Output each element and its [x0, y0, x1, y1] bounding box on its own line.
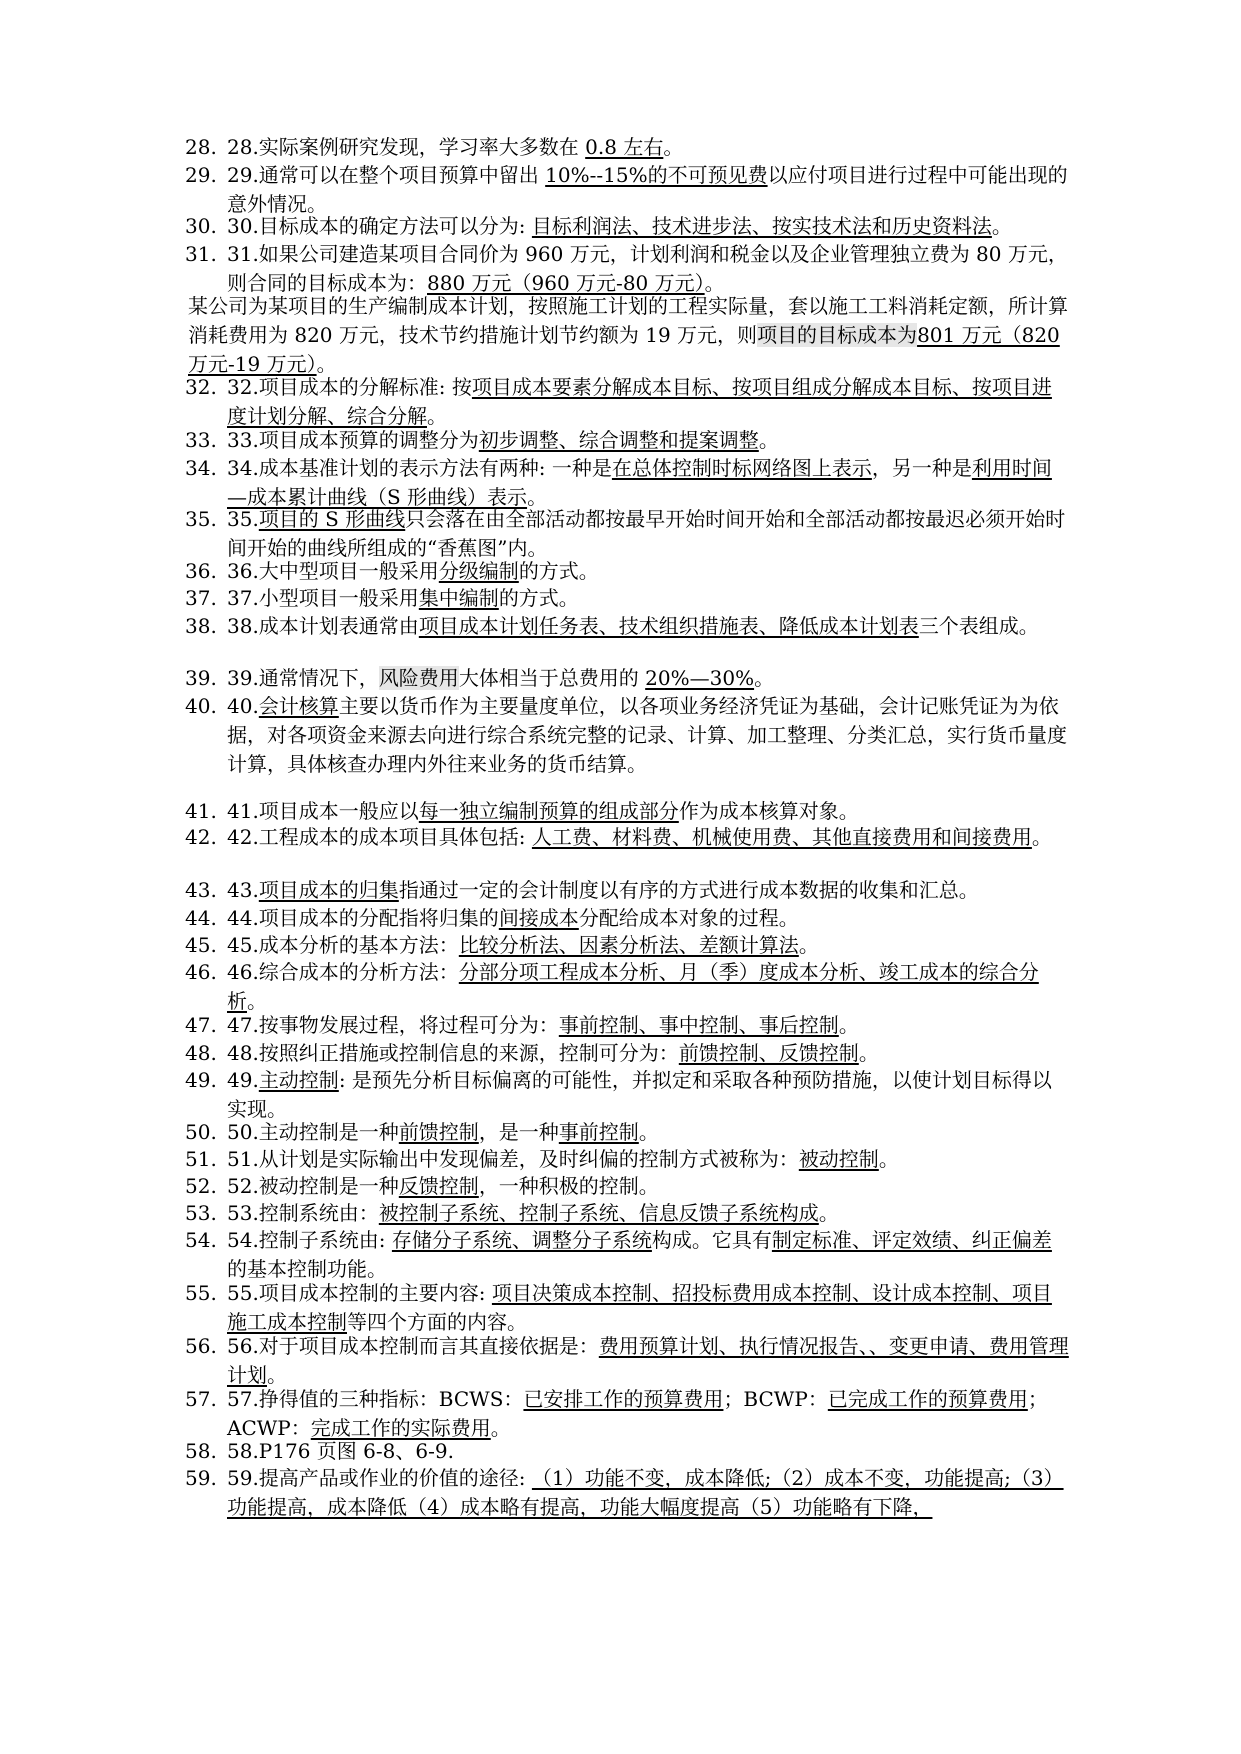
paragraph	[188, 292, 1073, 379]
text-run: 构成。它具有	[651, 1228, 772, 1252]
text-run: 分配给成本对象的过程。	[578, 906, 799, 930]
underlined-term: 项目的 S 形曲线	[258, 507, 406, 531]
item-text	[227, 1385, 1070, 1443]
text-run: 28.实际案例研究发现，学习率大多数在	[227, 135, 586, 159]
text-run: ，一种积极的控制。	[478, 1174, 659, 1198]
list-item: 56. 56.对于项目成本控制而言其直接依据是：费用预算计划、执行情况报告、、变更申请、费用管理计划。	[185, 1332, 1070, 1390]
text-run: 。	[1031, 825, 1052, 849]
text-run: 。	[490, 1416, 511, 1440]
item-text	[227, 133, 1070, 162]
underlined-term: 已安排工作的预算费用	[523, 1387, 724, 1411]
item-text	[227, 1118, 1070, 1147]
text-run: 某公司为某项目的生产编制成本计划，按照施工计划的工程实际量，套以施工工料消耗定额，所计算消耗费用为 820 万元，技术节约措施计划节约额为 19 万元，则	[188, 294, 1068, 347]
text-run: 56.对于项目成本控制而言其直接依据是：	[227, 1334, 599, 1358]
text-run: 44.项目成本的分配指将归集的	[227, 906, 499, 930]
list-item: 57. 57.挣得值的三种指标：BCWS：已安排工作的预算费用；BCWP：已完成工作的预算费用；ACWP：完成工作的实际费用。	[185, 1385, 1070, 1443]
text-run: 。	[527, 485, 548, 509]
item-text	[227, 1172, 1070, 1201]
underlined-term: 完成工作的实际费用	[310, 1416, 491, 1440]
text-run: 。	[758, 428, 779, 452]
underlined-term: 事前控制	[558, 1120, 639, 1144]
list-item: 59. 59.提高产品或作业的价值的途径: （1）功能不变，成本降低;（2）成本不变，功能提高;（3）功能提高，成本降低（4）成本略有提高，功能大幅度提高（5）功能略有下降，	[185, 1464, 1070, 1522]
underlined-term: 存储分子系统、调整分子系统	[391, 1228, 652, 1252]
paragraph-text	[188, 294, 1068, 376]
highlighted-text: 项目的目标成本为	[757, 323, 918, 347]
list-item: 39. 39.通常情况下，风险费用大体相当于总费用的 20%—30%。	[185, 664, 1070, 693]
text-run: 大体相当于总费用的	[458, 666, 646, 690]
item-text	[227, 212, 1070, 241]
underlined-term: 项目决策成本控制、招投标费用成本控制、设计成本控制、项目施工成本控制	[227, 1281, 1052, 1334]
text-run: 。	[316, 352, 337, 376]
underlined-term: 已完成工作的预算费用	[827, 1387, 1028, 1411]
text-run: 42.工程成本的成本项目具体包括:	[227, 825, 532, 849]
text-run: 。	[798, 933, 819, 957]
text-run: 。	[838, 1013, 859, 1037]
item-text	[227, 664, 1070, 693]
item-text	[227, 426, 1070, 455]
underlined-term: 利用时间—成本累计曲线（S 形曲线）表示	[227, 456, 1052, 509]
underlined-term: 项目成本要素分解成本目标、按项目组成分解成本目标、按项目进度计划分解、综合分解	[227, 375, 1052, 428]
list-item: 53. 53.控制系统由：被控制子系统、控制子系统、信息反馈子系统构成。	[185, 1199, 1070, 1228]
text-run: 等四个方面的内容。	[347, 1310, 527, 1334]
list-item: 33. 33.项目成本预算的调整分为初步调整、综合调整和提案调整。	[185, 426, 1070, 455]
text-run: 29.通常可以在整个项目预算中留出	[227, 163, 546, 187]
underlined-term: 分级编制	[438, 559, 519, 583]
list-item: 48. 48.按照纠正措施或控制信息的来源，控制可分为：前馈控制、反馈控制。	[185, 1039, 1070, 1068]
text-run: 作为成本核算对象。	[678, 799, 859, 823]
text-run: 52.被动控制是一种	[227, 1174, 399, 1198]
underlined-term: 801 万元（820 万元-19 万元）	[188, 323, 1060, 376]
text-run: 33.项目成本预算的调整分为	[227, 428, 479, 452]
underlined-term: 880 万元（960 万元-80 万元）	[427, 271, 705, 295]
text-run: 的基本控制功能。	[227, 1257, 387, 1281]
underlined-term: 在总体控制时标网络图上表示	[611, 456, 872, 480]
text-run: 54.控制子系统由:	[227, 1228, 392, 1252]
text-run: 48.按照纠正措施或控制信息的来源，控制可分为：	[227, 1041, 679, 1065]
text-run: 35.	[227, 507, 259, 531]
list-item: 41. 41.项目成本一般应以每一独立编制预算的组成部分作为成本核算对象。	[185, 797, 1070, 826]
text-run: 。	[663, 135, 684, 159]
list-item: 45. 45.成本分析的基本方法：比较分析法、因素分析法、差额计算法。	[185, 931, 1070, 960]
list-item: 51. 51.从计划是实际输出中发现偏差，及时纠偏的控制方式被称为：被动控制。	[185, 1145, 1070, 1174]
text-run: 31.如果公司建造某项目合同价为 960 万元，计划利润和税金以及企业管理独立费为 80 万元，则合同的目标成本为：	[227, 242, 1068, 295]
underlined-term: 费用预算计划、执行情况报告、、变更申请、费用管理计划	[227, 1334, 1069, 1387]
list-item: 44. 44.项目成本的分配指将归集的间接成本分配给成本对象的过程。	[185, 904, 1070, 933]
list-item: 58. 58.P176 页图 6-8、6-9.	[185, 1437, 1070, 1466]
list-item: 55. 55.项目成本控制的主要内容: 项目决策成本控制、招投标费用成本控制、设计成本控制、项目施工成本控制等四个方面的内容。	[185, 1279, 1070, 1337]
text-run: : 是预先分析目标偏离的可能性，并拟定和采取各种预防措施，以使计划目标得以实现。	[227, 1068, 1052, 1121]
item-text	[227, 958, 1070, 1016]
list-item: 46. 46.综合成本的分析方法：分部分项工程成本分析、月（季）度成本分析、竣工成本的综合分析。	[185, 958, 1070, 1016]
list-item: 32. 32.项目成本的分解标准: 按项目成本要素分解成本目标、按项目组成分解成本目标、按项目进度计划分解、综合分解。	[185, 373, 1070, 431]
list-item: 42. 42.工程成本的成本项目具体包括: 人工费、材料费、机械使用费、其他直接费用和间接费用。	[185, 823, 1070, 852]
underlined-term: 10%--15%的不可预见费	[545, 163, 768, 187]
text-run: 。	[818, 1201, 839, 1225]
text-run: 。	[858, 1041, 879, 1065]
item-text	[227, 904, 1070, 933]
text-run: 。	[754, 666, 775, 690]
list-item: 50. 50.主动控制是一种前馈控制，是一种事前控制。	[185, 1118, 1070, 1147]
underlined-term: 会计核算	[258, 694, 339, 718]
text-run: 45.成本分析的基本方法：	[227, 933, 459, 957]
text-run: 。	[267, 1363, 287, 1387]
text-run: ；ACWP：	[227, 1387, 1048, 1440]
underlined-term: 初步调整、综合调整和提案调整	[478, 428, 759, 452]
underlined-term: 集中编制	[418, 586, 499, 610]
text-run: 46.综合成本的分析方法：	[227, 960, 459, 984]
list-item: 31. 31.如果公司建造某项目合同价为 960 万元，计划利润和税金以及企业管理独立费为 80 万元，则合同的目标成本为：880 万元（960 万元-80 万元）。	[185, 240, 1070, 298]
text-run: ；BCWP：	[723, 1387, 828, 1411]
item-text	[227, 1039, 1070, 1068]
item-text	[227, 584, 1070, 613]
item-text	[227, 1226, 1070, 1284]
underlined-term: 项目成本计划任务表、技术组织措施表、降低成本计划表	[418, 614, 919, 638]
text-run: 53.控制系统由：	[227, 1201, 379, 1225]
underlined-term: 前馈控制、反馈控制	[678, 1041, 859, 1065]
text-run: 41.项目成本一般应以	[227, 799, 419, 823]
text-run: 49.	[227, 1068, 259, 1092]
list-item: 38. 38.成本计划表通常由项目成本计划任务表、技术组织措施表、降低成本计划表三个表组成。	[185, 612, 1070, 641]
text-run: 36.大中型项目一般采用	[227, 559, 439, 583]
text-run: 。	[427, 404, 447, 428]
underlined-term: 20%—30%	[645, 666, 755, 690]
list-item: 35. 35.项目的 S 形曲线只会落在由全部活动都按最早开始时间开始和全部活动都按最迟必须开始时间开始的曲线所组成的“香蕉图”内。	[185, 505, 1070, 563]
text-run: 的方式。	[498, 586, 579, 610]
text-run: 58.P176 页图 6-8、6-9.	[227, 1439, 454, 1463]
text-run: 。	[878, 1147, 899, 1171]
text-run: 34.成本基准计划的表示方法有两种: 一种是	[227, 456, 612, 480]
text-run: 43.	[227, 878, 259, 902]
text-run: 39.通常情况下，	[227, 666, 379, 690]
text-run: 。	[247, 989, 267, 1013]
item-text	[227, 557, 1070, 586]
underlined-term: 每一独立编制预算的组成部分	[418, 799, 679, 823]
list-item: 28. 28.实际案例研究发现，学习率大多数在 0.8 左右。	[185, 133, 1070, 162]
list-item: 49. 49.主动控制: 是预先分析目标偏离的可能性，并拟定和采取各种预防措施，以使计划目标得以实现。	[185, 1066, 1070, 1124]
underlined-term: 制定标准、评定效绩、纠正偏差	[771, 1228, 1052, 1252]
list-item: 30. 30.目标成本的确定方法可以分为: 目标利润法、技术进步法、按实技术法和历史资料法。	[185, 212, 1070, 241]
item-text	[227, 1279, 1070, 1337]
underlined-term: 项目成本的归集	[258, 878, 399, 902]
list-item: 40. 40.会计核算主要以货币作为主要量度单位，以各项业务经济凭证为基础，会计记账凭证为为依据，对各项资金来源去向进行综合系统完整的记录、计算、加工整理、分类汇总，实行货币量度计算，具体核查办理内外往来业务的货币结算。	[185, 692, 1070, 779]
item-text	[227, 1332, 1070, 1390]
list-item: 34. 34.成本基准计划的表示方法有两种: 一种是在总体控制时标网络图上表示，另一种是利用时间—成本累计曲线（S 形曲线）表示。	[185, 454, 1070, 512]
item-text	[227, 373, 1070, 431]
item-text	[227, 612, 1070, 641]
text-run: 32.项目成本的分解标准: 按	[227, 375, 472, 399]
list-item: 36. 36.大中型项目一般采用分级编制的方式。	[185, 557, 1070, 586]
text-run: 。	[991, 214, 1012, 238]
underlined-term: 被控制子系统、控制子系统、信息反馈子系统构成	[378, 1201, 819, 1225]
text-run: 59.提高产品或作业的价值的途径:	[227, 1466, 532, 1490]
item-text	[227, 454, 1070, 512]
text-run: 50.主动控制是一种	[227, 1120, 399, 1144]
text-run: 。	[704, 271, 725, 295]
underlined-term: 0.8 左右	[585, 135, 664, 159]
item-text	[227, 1145, 1070, 1174]
text-run: 只会落在由全部活动都按最早开始时间开始和全部活动都按最迟必须开始时间开始的曲线所组成的“香蕉图”内。	[227, 507, 1066, 560]
underlined-term: 事前控制、事中控制、事后控制	[558, 1013, 839, 1037]
text-run: 51.从计划是实际输出中发现偏差，及时纠偏的控制方式被称为：	[227, 1147, 799, 1171]
text-run: 的方式。	[518, 559, 599, 583]
underlined-term: 比较分析法、因素分析法、差额计算法	[458, 933, 799, 957]
underlined-term: 分部分项工程成本分析、月（季）度成本分析、竣工成本的综合分析	[227, 960, 1039, 1013]
text-run: 47.按事物发展过程，将过程可分为：	[227, 1013, 559, 1037]
item-text	[227, 1464, 1070, 1522]
text-run: 三个表组成。	[918, 614, 1039, 638]
list-item: 37. 37.小型项目一般采用集中编制的方式。	[185, 584, 1070, 613]
item-text	[227, 797, 1070, 826]
list-item: 29. 29.通常可以在整个项目预算中留出 10%--15%的不可预见费以应付项目进行过程中可能出现的意外情况。	[185, 161, 1070, 219]
text-run: 。	[638, 1120, 659, 1144]
text-run: 主要以货币作为主要量度单位，以各项业务经济凭证为基础，会计记账凭证为为依据，对各项资金来源去向进行综合系统完整的记录、计算、加工整理、分类汇总，实行货币量度计算，具体核查办理内外往来业务的货币结算。	[227, 694, 1067, 776]
item-text	[227, 823, 1070, 852]
text-run: 37.小型项目一般采用	[227, 586, 419, 610]
item-text	[227, 876, 1070, 905]
item-text	[227, 1199, 1070, 1228]
item-text	[227, 931, 1070, 960]
text-run: 以应付项目进行过程中可能出现的意外情况。	[227, 163, 1068, 216]
highlighted-text: 风险费用	[378, 666, 459, 690]
text-run: 55.项目成本控制的主要内容:	[227, 1281, 492, 1305]
underlined-term: （1）功能不变，成本降低;（2）成本不变，功能提高;（3）功能提高，成本降低（4）成本略有提高，功能大幅度提高（5）功能略有下降，	[227, 1466, 1064, 1519]
underlined-term: 被动控制	[798, 1147, 879, 1171]
text-run: ，另一种是	[871, 456, 972, 480]
underlined-term: 目标利润法、技术进步法、按实技术法和历史资料法	[531, 214, 992, 238]
text-run: ，是一种	[478, 1120, 559, 1144]
item-text	[227, 505, 1070, 563]
list-item: 47. 47.按事物发展过程，将过程可分为：事前控制、事中控制、事后控制。	[185, 1011, 1070, 1040]
text-run: 38.成本计划表通常由	[227, 614, 419, 638]
list-item: 54. 54.控制子系统由: 存储分子系统、调整分子系统构成。它具有制定标准、评定效绩、纠正偏差的基本控制功能。	[185, 1226, 1070, 1284]
list-item: 52. 52.被动控制是一种反馈控制，一种积极的控制。	[185, 1172, 1070, 1201]
item-text	[227, 240, 1070, 298]
item-text	[227, 161, 1070, 219]
item-text	[227, 1437, 1070, 1466]
underlined-term: 反馈控制	[398, 1174, 479, 1198]
underlined-term: 主动控制	[258, 1068, 339, 1092]
underlined-term: 前馈控制	[398, 1120, 479, 1144]
underlined-term: 间接成本	[498, 906, 579, 930]
text-run: 57.挣得值的三种指标：BCWS：	[227, 1387, 524, 1411]
item-text	[227, 692, 1070, 779]
text-run: 指通过一定的会计制度以有序的方式进行成本数据的收集和汇总。	[398, 878, 979, 902]
text-run: 40.	[227, 694, 259, 718]
item-text	[227, 1066, 1070, 1124]
item-text	[227, 1011, 1070, 1040]
text-run: 30.目标成本的确定方法可以分为:	[227, 214, 532, 238]
underlined-term: 人工费、材料费、机械使用费、其他直接费用和间接费用	[531, 825, 1032, 849]
list-item: 43. 43.项目成本的归集指通过一定的会计制度以有序的方式进行成本数据的收集和汇总。	[185, 876, 1070, 905]
